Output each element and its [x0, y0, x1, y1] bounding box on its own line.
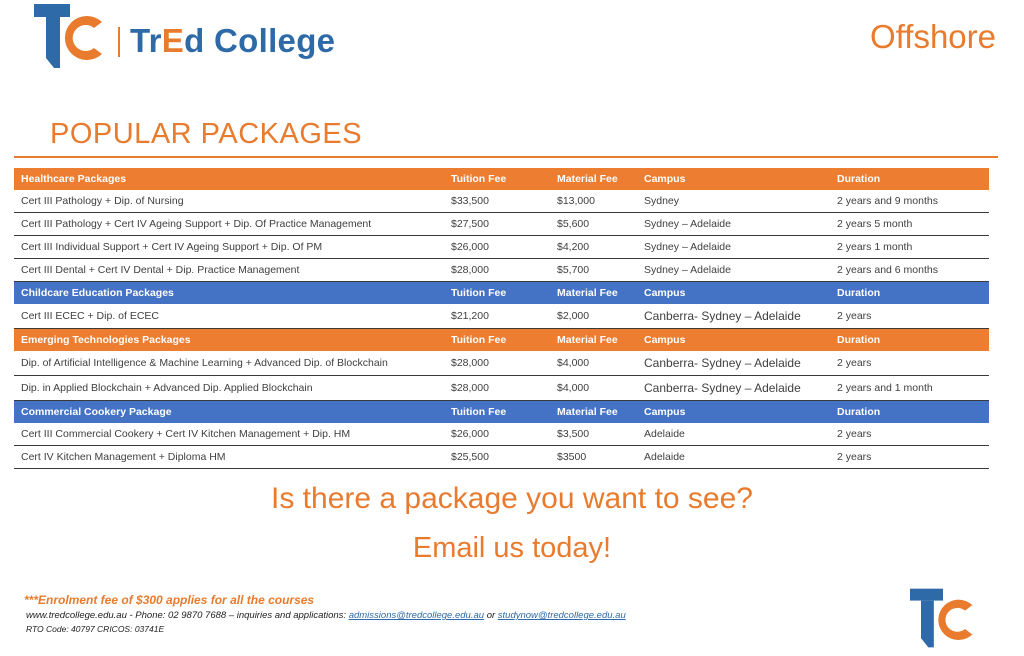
group-header-row: [14, 168, 989, 190]
campus: Canberra- Sydney – Adelaide: [637, 304, 830, 329]
admissions-email-link[interactable]: admissions@tredcollege.edu.au: [348, 610, 485, 621]
tuition-fee: $26,000: [444, 236, 550, 259]
page-title: POPULAR PACKAGES: [50, 118, 363, 150]
package-name: Cert III Individual Support + Cert IV Ageing Support + Dip. Of PM: [14, 236, 444, 259]
offshore-label: Offshore: [870, 18, 996, 55]
group-header-row: [14, 282, 989, 305]
package-name: Cert III ECEC + Dip. of ECEC: [14, 304, 444, 329]
column-header: Material Fee: [557, 406, 618, 418]
title-underline: [14, 156, 998, 158]
column-header: Material Fee: [557, 334, 618, 346]
campus: Sydney – Adelaide: [637, 236, 830, 259]
contact-line: www.tredcollege.edu.au - Phone: 02 9870 7688 – inquiries and applications: admissions@tredcollege.edu.au or studynow@tredcollege.edu.au: [26, 610, 626, 621]
material-fee: $5,600: [550, 213, 637, 236]
tuition-fee: $27,500: [444, 213, 550, 236]
duration: 2 years 5 month: [830, 213, 989, 236]
column-header: Tuition Fee: [451, 287, 507, 299]
column-header: Tuition Fee: [451, 173, 507, 185]
duration: 2 years: [830, 304, 989, 329]
group-header-row: [14, 401, 989, 424]
tuition-fee: $21,200: [444, 304, 550, 329]
material-fee: $4,000: [550, 376, 637, 401]
campus: Sydney – Adelaide: [637, 259, 830, 282]
table-row: [14, 446, 989, 469]
table-row: [14, 190, 989, 213]
table-row: [14, 236, 989, 259]
material-fee: $3500: [550, 446, 637, 469]
campus: Sydney – Adelaide: [637, 213, 830, 236]
table-row: [14, 259, 989, 282]
campus: Adelaide: [637, 423, 830, 446]
tc-logo: [34, 4, 106, 68]
column-header: Campus: [644, 334, 686, 346]
column-header: Campus: [644, 406, 686, 418]
brand-divider: [118, 27, 120, 57]
material-fee: $4,200: [550, 236, 637, 259]
packages-table: [14, 168, 989, 469]
duration: 2 years and 9 months: [830, 190, 989, 213]
tuition-fee: $33,500: [444, 190, 550, 213]
column-header: Tuition Fee: [451, 406, 507, 418]
tuition-fee: $28,000: [444, 259, 550, 282]
campus: Sydney: [637, 190, 830, 213]
group-name: Healthcare Packages: [21, 173, 127, 185]
package-name: Cert IV Kitchen Management + Diploma HM: [14, 446, 444, 469]
material-fee: $3,500: [550, 423, 637, 446]
duration: 2 years and 1 month: [830, 376, 989, 401]
table-row: [14, 376, 989, 401]
table-row: [14, 304, 989, 329]
material-fee: $2,000: [550, 304, 637, 329]
table-row: [14, 213, 989, 236]
studynow-email-link[interactable]: studynow@tredcollege.edu.au: [497, 610, 626, 621]
material-fee: $5,700: [550, 259, 637, 282]
group-name: Childcare Education Packages: [21, 287, 174, 299]
group-header-row: [14, 329, 989, 352]
duration: 2 years 1 month: [830, 236, 989, 259]
column-header: Tuition Fee: [451, 334, 507, 346]
table-row: [14, 351, 989, 376]
group-name: Emerging Technologies Packages: [21, 334, 191, 346]
column-header: Duration: [837, 334, 881, 346]
column-header: Duration: [837, 173, 881, 185]
table-row: [14, 423, 989, 446]
tuition-fee: $28,000: [444, 351, 550, 376]
rto-code: RTO Code: 40797 CRICOS: 03741E: [26, 624, 165, 634]
campus: Canberra- Sydney – Adelaide: [637, 376, 830, 401]
column-header: Material Fee: [557, 287, 618, 299]
material-fee: $13,000: [550, 190, 637, 213]
tuition-fee: $25,500: [444, 446, 550, 469]
package-name: Dip. in Applied Blockchain + Advanced Dip. Applied Blockchain: [14, 376, 444, 401]
package-name: Cert III Pathology + Dip. of Nursing: [14, 190, 444, 213]
campus: Canberra- Sydney – Adelaide: [637, 351, 830, 376]
column-header: Duration: [837, 287, 881, 299]
enrolment-fee-note: ***Enrolment fee of $300 applies for all the courses: [24, 593, 315, 607]
column-header: Campus: [644, 287, 686, 299]
campus: Adelaide: [637, 446, 830, 469]
material-fee: $4,000: [550, 351, 637, 376]
package-name: Cert III Pathology + Cert IV Ageing Support + Dip. Of Practice Management: [14, 213, 444, 236]
duration: 2 years: [830, 446, 989, 469]
brand-name: TrEd College: [130, 22, 336, 59]
cta-email-prompt: Email us today!: [412, 532, 612, 564]
column-header: Duration: [837, 406, 881, 418]
duration: 2 years and 6 months: [830, 259, 989, 282]
duration: 2 years: [830, 423, 989, 446]
duration: 2 years: [830, 351, 989, 376]
cta-question: Is there a package you want to see?: [271, 482, 753, 515]
tuition-fee: $26,000: [444, 423, 550, 446]
package-name: Cert III Commercial Cookery + Cert IV Kitchen Management + Dip. HM: [14, 423, 444, 446]
column-header: Material Fee: [557, 173, 618, 185]
package-name: Dip. of Artificial Intelligence & Machine Learning + Advanced Dip. of Blockchain: [14, 351, 444, 376]
group-name: Commercial Cookery Package: [21, 406, 172, 418]
tuition-fee: $28,000: [444, 376, 550, 401]
package-name: Cert III Dental + Cert IV Dental + Dip. Practice Management: [14, 259, 444, 282]
column-header: Campus: [644, 173, 686, 185]
tc-logo-footer: [910, 588, 976, 648]
